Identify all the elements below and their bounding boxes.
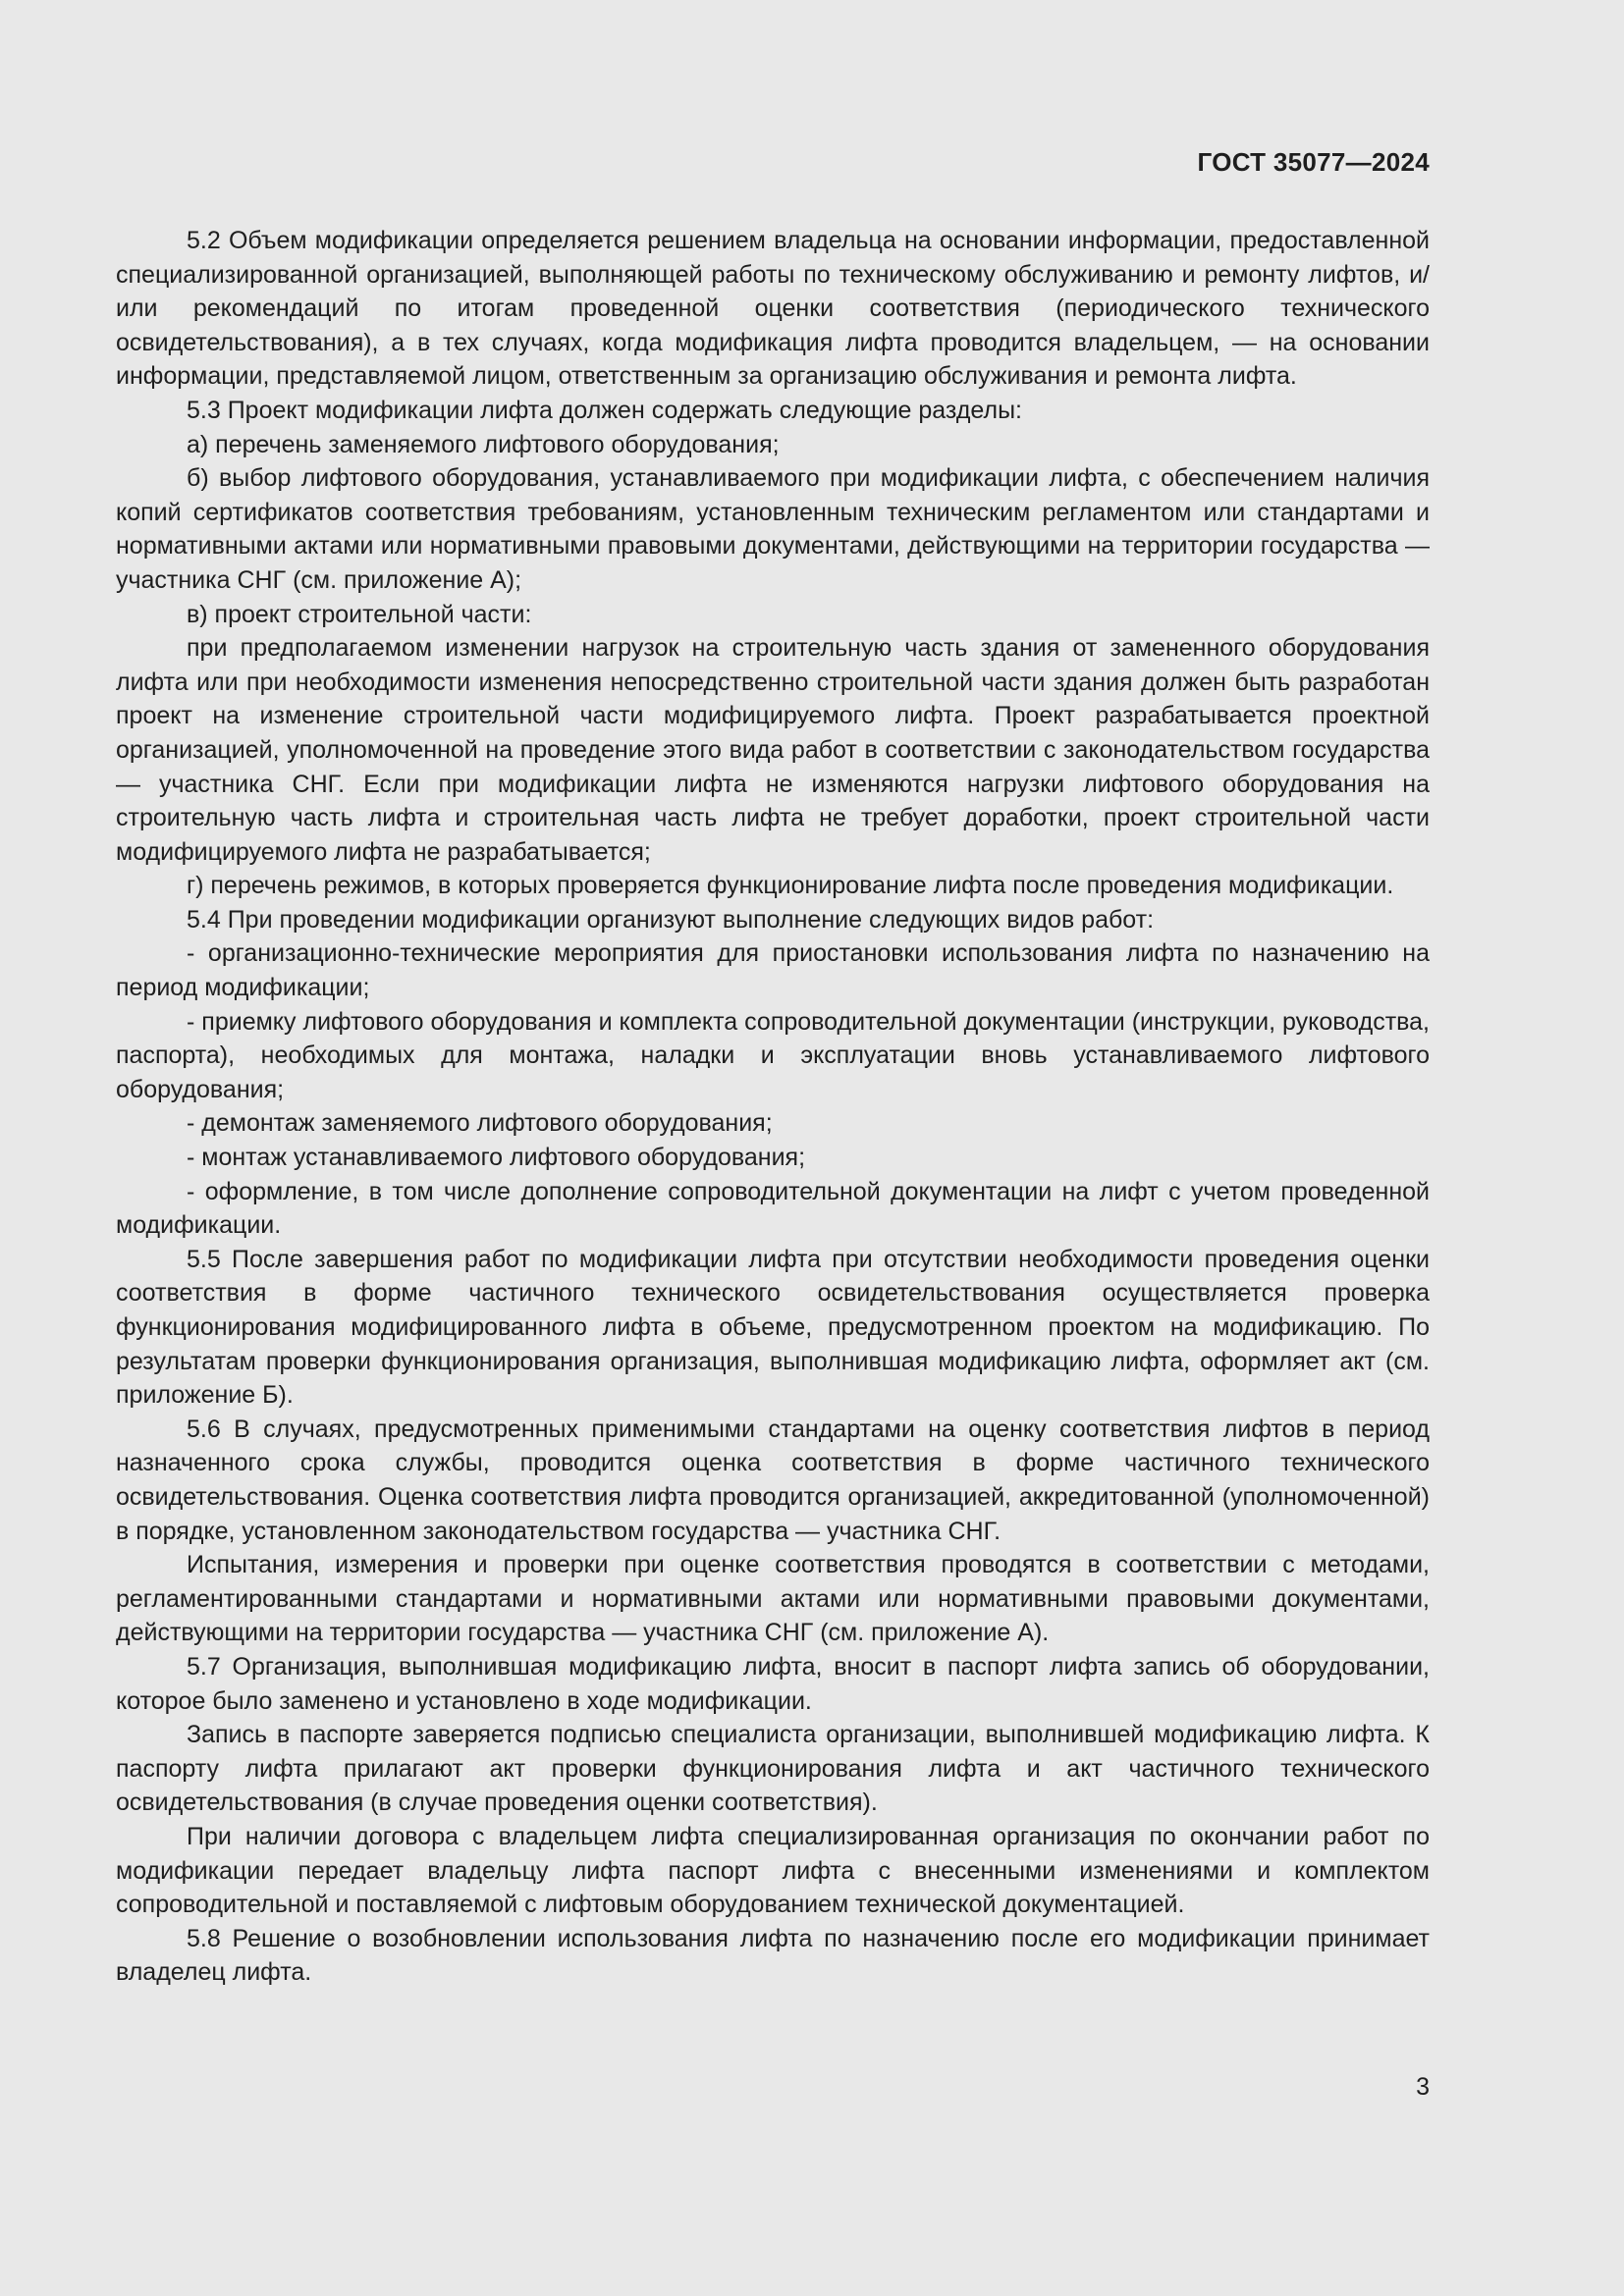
paragraph-5-3: 5.3 Проект модификации лифта должен содержать следующие разделы: [187,396,1023,424]
paragraph-5-8: 5.8 Решение о возобновлении использования лифта по назначению после его модификации принимает владелец лифта. [116,1924,1430,1987]
paragraph-5-6: 5.6 В случаях, предусмотренных применимыми стандартами на оценку соответствия лифтов в период назначенного срока службы, проводится оценка соответствия в форме частичного технического освидетельствования. Оценка соответствия лифта проводится организацией, аккредитованной (уполномоченной) в порядке, установленном законодательством государства — участника СНГ. [116,1415,1430,1545]
list-item-b: б) выбор лифтового оборудования, устанавливаемого при модификации лифта, с обеспечением наличия копий сертификатов соответствия требованиям, установленным техническим регламентом или стандартами и нормативными актами или нормативными правовыми документами, действующими на территории государства — участника СНГ (см. приложение А); [116,464,1430,594]
paragraph-5-7: 5.7 Организация, выполнившая модификацию лифта, вносит в паспорт лифта запись об оборудовании, которое было заменено и установлено в ходе модификации. [116,1652,1430,1715]
page-number: 3 [1416,2073,1430,2101]
dash-item-1: - организационно-технические мероприятия для приостановки использования лифта по назначению на период модификации; [116,939,1430,1002]
list-item-g: г) перечень режимов, в которых проверяется функционирование лифта после проведения модификации. [187,872,1394,900]
paragraph-5-4: 5.4 При проведении модификации организуют выполнение следующих видов работ: [187,905,1155,934]
dash-item-5: - оформление, в том числе дополнение сопроводительной документации на лифт с учетом проведенной модификации. [116,1177,1430,1240]
paragraph-construction: при предполагаемом изменении нагрузок на строительную часть здания от замененного оборудования лифта или при необходимости изменения непосредственно строительной части здания должен быть разработан проект на изменение строительной части модифицируемого лифта. Проект разрабатывается проектной организацией, уполномоченной на проведение этого вида работ в соответствии с законодательством государства — участника СНГ. Если при модификации лифта не изменяются нагрузки лифтового оборудования на строительную часть лифта и строительная часть лифта не требует доработки, проект строительной части модифицируемого лифта не разрабатывается; [116,634,1430,866]
paragraph-tests: Испытания, измерения и проверки при оценке соответствия проводятся в соответствии с методами, регламентированными стандартами и нормативными актами или нормативными правовыми документами, действующими на территории государства — участника СНГ (см. приложение А). [116,1551,1430,1647]
paragraph-5-5: 5.5 После завершения работ по модификации лифта при отсутствии необходимости проведения оценки соответствия в форме частичного технического освидетельствования осуществляется проверка функционирования модифицированного лифта в объеме, предусмотренном проектом на модификацию. По результатам проверки функционирования организация, выполнившая модификацию лифта, оформляет акт (см. приложение Б). [116,1245,1430,1410]
list-item-v: в) проект строительной части: [187,600,532,628]
list-item-a: а) перечень заменяемого лифтового оборудования; [187,430,780,458]
document-header: ГОСТ 35077—2024 [1197,147,1430,177]
paragraph-5-2: 5.2 Объем модификации определяется решением владельца на основании информации, предоставленной специализированной организацией, выполняющей работы по техническому обслуживанию и ремонту лифтов, и/или рекомендаций по итогам проведенной оценки соответствия (периодического технического освидетельствования), а в тех случаях, когда модификация лифта проводится владельцем, — на основании информации, представляемой лицом, ответственным за организацию обслуживания и ремонта лифта. [116,227,1430,391]
dash-item-4: - монтаж устанавливаемого лифтового оборудования; [187,1144,806,1172]
dash-item-3: - демонтаж заменяемого лифтового оборудования; [187,1109,773,1138]
document-body [116,224,1430,1990]
paragraph-passport: Запись в паспорте заверяется подписью специалиста организации, выполнившей модификацию лифта. К паспорту лифта прилагают акт проверки функционирования лифта и акт частичного технического освидетельствования (в случае проведения оценки соответствия). [116,1721,1430,1817]
paragraph-contract: При наличии договора с владельцем лифта специализированная организация по окончании работ по модификации передает владельцу лифта паспорт лифта с внесенными изменениями и комплектом сопроводительной и поставляемой с лифтовым оборудованием технической документацией. [116,1822,1430,1919]
dash-item-2: - приемку лифтового оборудования и комплекта сопроводительной документации (инструкции, руководства, паспорта), необходимых для монтажа, наладки и эксплуатации вновь устанавливаемого лифтового оборудования; [116,1007,1430,1103]
